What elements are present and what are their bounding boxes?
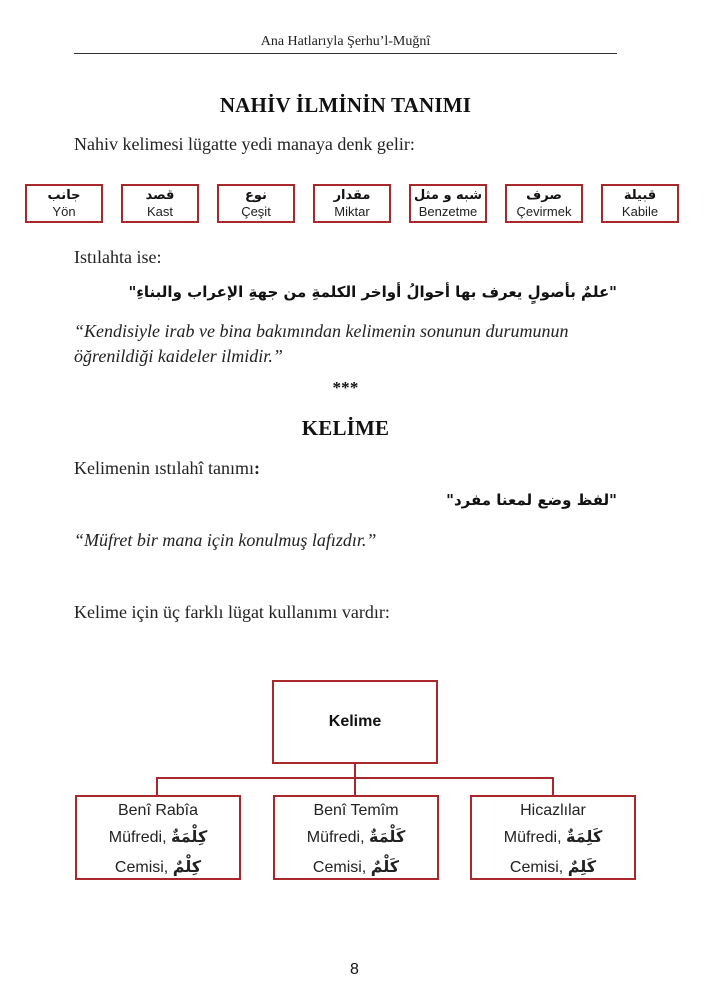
branch-cemi-row bbox=[275, 852, 437, 882]
mufred-arabic: كِلْمَةٌ bbox=[170, 827, 208, 846]
kelime-usage-intro: Kelime için üç farklı lügat kullanımı vardır: bbox=[74, 602, 390, 622]
meaning-turkish: Kast bbox=[146, 204, 173, 219]
diagram-branch-box bbox=[273, 795, 439, 880]
nahiv-arabic-definition: "علمٌ بأصولٍ يعرف بها أحوالُ أواخر الكلمةِ من جهةِ الإعراب والبناءِ" bbox=[128, 283, 617, 301]
kelime-istilah-label-text: Kelimenin ıstılahî tanımı bbox=[74, 458, 254, 478]
branch-title: Benî Temîm bbox=[313, 802, 399, 819]
branch-mufred-row bbox=[77, 822, 239, 852]
kelime-istilah-label bbox=[74, 458, 617, 479]
branch-title: Benî Rabîa bbox=[117, 802, 199, 819]
diagram-branch-box bbox=[470, 795, 636, 880]
kelime-definition-translation: “Müfret bir mana için konulmuş lafızdır.” bbox=[74, 530, 377, 550]
mufred-arabic: كَلِمَةٌ bbox=[565, 827, 603, 846]
istilah-label: Istılahta ise: bbox=[74, 247, 162, 267]
meaning-turkish: Çevirmek bbox=[516, 204, 572, 219]
diagram-root-box bbox=[272, 680, 438, 764]
diagram-branch-box bbox=[75, 795, 241, 880]
meaning-box bbox=[217, 184, 295, 223]
meaning-arabic: شبه و مثل bbox=[413, 188, 483, 203]
meaning-arabic: مقدار bbox=[333, 188, 371, 203]
mufred-arabic: كَلْمَةٌ bbox=[368, 827, 406, 846]
header-rule bbox=[74, 53, 617, 54]
kelime-istilah-label-colon: : bbox=[253, 458, 260, 478]
diagram-connector-bar bbox=[156, 777, 554, 779]
section-separator: *** bbox=[332, 378, 359, 397]
mufred-label: Müfredi, bbox=[503, 829, 562, 846]
diagram-connector-left bbox=[156, 777, 158, 797]
meaning-box bbox=[121, 184, 199, 223]
running-header: Ana Hatlarıyla Şerhu’l-Muğnî bbox=[260, 34, 431, 49]
cemi-arabic: كِلْمٌ bbox=[172, 857, 202, 876]
mufred-label: Müfredi, bbox=[306, 829, 365, 846]
meaning-arabic: قصد bbox=[145, 188, 175, 203]
meaning-box bbox=[601, 184, 679, 223]
meaning-turkish: Miktar bbox=[334, 204, 370, 219]
cemi-label: Cemisi, bbox=[312, 859, 367, 876]
meaning-arabic: جانب bbox=[47, 188, 81, 203]
section-title-kelime: KELİME bbox=[301, 416, 390, 440]
diagram-root-label: Kelime bbox=[328, 713, 382, 730]
meaning-arabic: قبيلة bbox=[623, 188, 657, 203]
cemi-label: Cemisi, bbox=[114, 859, 169, 876]
meaning-turkish: Benzetme bbox=[418, 204, 478, 219]
branch-cemi-row bbox=[472, 852, 634, 882]
cemi-arabic: كَلِمٌ bbox=[567, 857, 597, 876]
nahiv-definition-translation: “Kendisiyle irab ve bina bakımından kelimenin sonunun durumunun öğrenildiği kaideler ilmidir.” bbox=[74, 321, 569, 366]
cemi-label: Cemisi, bbox=[509, 859, 564, 876]
kelime-arabic-definition: "لفظ وضع لمعنا مفرد" bbox=[446, 491, 617, 509]
diagram-connector-stem bbox=[354, 764, 356, 797]
meaning-turkish: Kabile bbox=[621, 204, 659, 219]
page-number: 8 bbox=[350, 961, 359, 978]
meaning-turkish: Yön bbox=[52, 204, 76, 219]
mufred-label: Müfredi, bbox=[108, 829, 167, 846]
meaning-box bbox=[25, 184, 103, 223]
branch-cemi-row bbox=[77, 852, 239, 882]
meaning-box bbox=[313, 184, 391, 223]
meaning-turkish: Çeşit bbox=[241, 204, 271, 219]
branch-title: Hicazlılar bbox=[520, 802, 586, 819]
meaning-box bbox=[505, 184, 583, 223]
diagram-connector-right bbox=[552, 777, 554, 797]
section-title-nahiv: NAHİV İLMİNİN TANIMI bbox=[219, 93, 472, 117]
meaning-box bbox=[409, 184, 487, 223]
cemi-arabic: كَلْمٌ bbox=[370, 857, 400, 876]
branch-mufred-row bbox=[275, 822, 437, 852]
branch-mufred-row bbox=[472, 822, 634, 852]
meaning-arabic: صرف bbox=[526, 188, 562, 203]
nahiv-intro: Nahiv kelimesi lügatte yedi manaya denk gelir: bbox=[74, 134, 415, 154]
meaning-arabic: نوع bbox=[245, 188, 267, 203]
